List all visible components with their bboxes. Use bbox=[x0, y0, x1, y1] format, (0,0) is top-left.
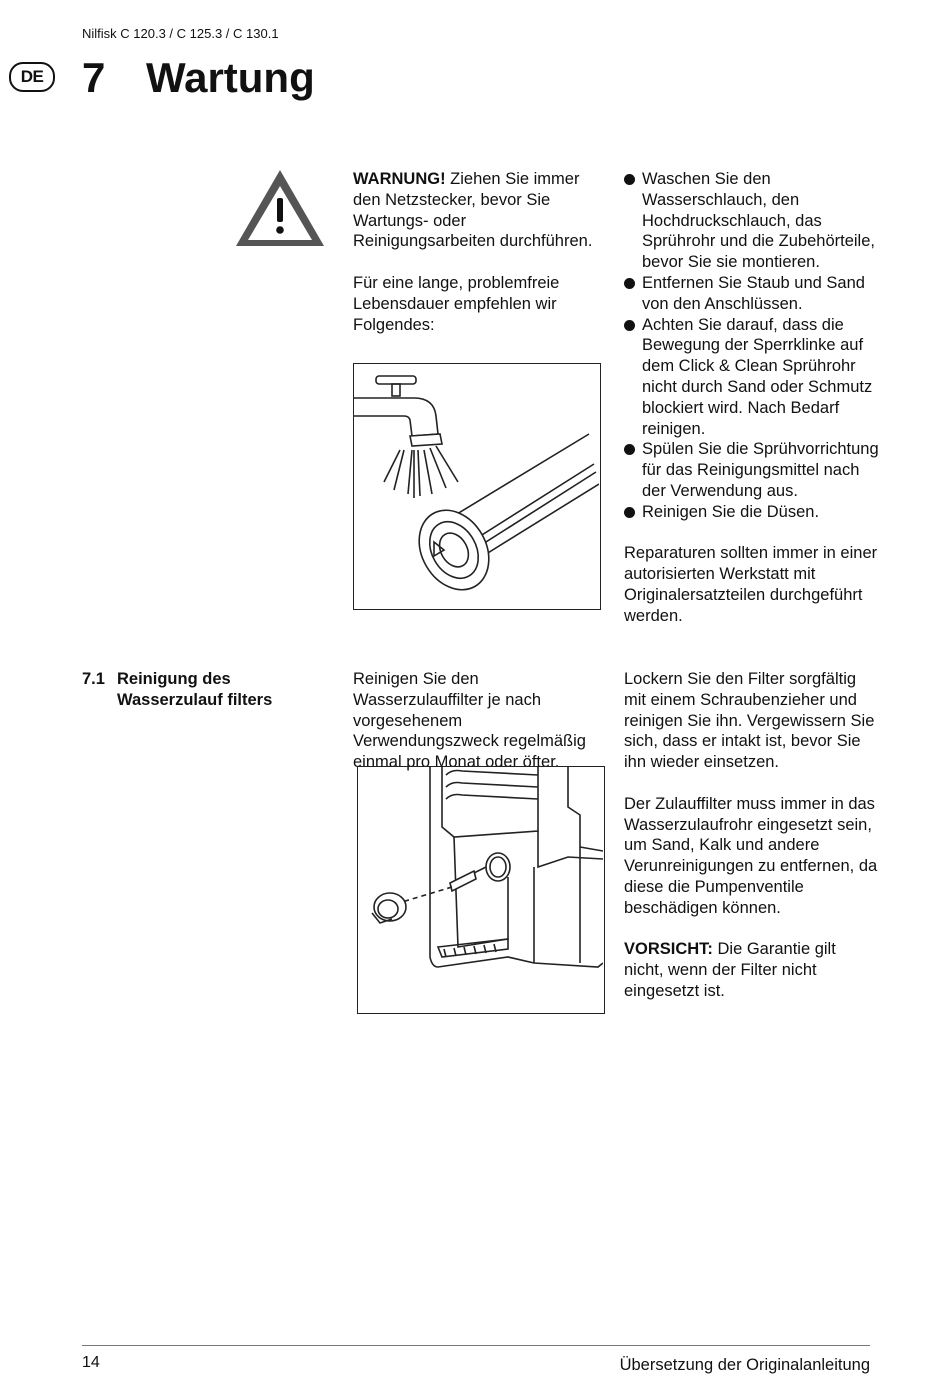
chapter-number: 7 bbox=[82, 54, 106, 101]
maintenance-intro: Für eine lange, problemfreie Lebensdauer empfehlen wir Folgendes: bbox=[353, 273, 560, 334]
caution-label: VORSICHT: bbox=[624, 940, 713, 959]
warning-column bbox=[353, 169, 603, 356]
section-title: Reinigung des Wasserzulauf filters bbox=[117, 670, 273, 709]
footer-text: Übersetzung der Originalanleitung bbox=[619, 1356, 870, 1374]
filter-instructions-column bbox=[624, 669, 879, 1023]
repair-note: Reparaturen sollten immer in einer autorisierten Werkstatt mit Originalersatzteilen durchgeführt werden. bbox=[624, 544, 878, 625]
maintenance-list bbox=[624, 169, 884, 523]
chapter-heading bbox=[82, 50, 315, 106]
section-intro: Reinigen Sie den Wasserzulauffilter je nach vorgesehenem Verwendungszweck regelmäßig einmal pro Monat oder öfter. bbox=[353, 670, 586, 772]
section-number: 7.1 bbox=[82, 670, 105, 688]
caution-paragraph bbox=[624, 939, 879, 1001]
header-model: Nilfisk C 120.3 / C 125.3 / C 130.1 bbox=[82, 26, 279, 41]
chapter-title: Wartung bbox=[146, 54, 315, 101]
section-heading-7-1 bbox=[82, 669, 312, 711]
warning-triangle-icon bbox=[232, 166, 328, 250]
figure-inlet-filter bbox=[357, 766, 605, 1014]
list-item: Reinigen Sie die Düsen. bbox=[624, 502, 884, 523]
list-item: Achten Sie darauf, dass die Bewegung der Sperrklinke auf dem Click & Clean Sprührohr nicht durch Sand oder Schmutz blockiert wird. Nach Bedarf reinigen. bbox=[624, 315, 884, 440]
page-number: 14 bbox=[82, 1354, 100, 1371]
filter-paragraph-1: Lockern Sie den Filter sorgfältig mit einem Schraubenzieher und reinigen Sie ihn. Vergewissern Sie sich, dass er intakt ist, bevor Sie ihn wieder einsetzen. bbox=[624, 670, 875, 772]
maintenance-column bbox=[624, 169, 884, 647]
caution-text: Die Garantie gilt nicht, wenn der Filter nicht eingesetzt ist. bbox=[624, 940, 836, 1000]
warning-label: WARNUNG! bbox=[353, 170, 446, 188]
figure-rinse-spray-tube bbox=[353, 363, 601, 610]
list-item: Spülen Sie die Sprühvorrichtung für das Reinigungsmittel nach der Verwendung aus. bbox=[624, 439, 884, 501]
footer-divider bbox=[82, 1345, 870, 1346]
warning-text: Ziehen Sie immer den Netzstecker, bevor Sie Wartungs- oder Reinigungsarbeiten durchführen. bbox=[353, 170, 593, 251]
language-badge: DE bbox=[9, 62, 55, 92]
list-item: Waschen Sie den Wasserschlauch, den Hochdruckschlauch, das Sprührohr und die Zubehörteile, bevor Sie sie montieren. bbox=[624, 169, 884, 273]
list-item: Entfernen Sie Staub und Sand von den Anschlüssen. bbox=[624, 273, 884, 315]
warning-paragraph bbox=[353, 169, 603, 252]
filter-paragraph-2: Der Zulauffilter muss immer in das Wasserzulaufrohr eingesetzt sein, um Sand, Kalk und andere Verunreinigungen zu entfernen, da diese die Pumpenventile beschädigen können. bbox=[624, 794, 878, 917]
